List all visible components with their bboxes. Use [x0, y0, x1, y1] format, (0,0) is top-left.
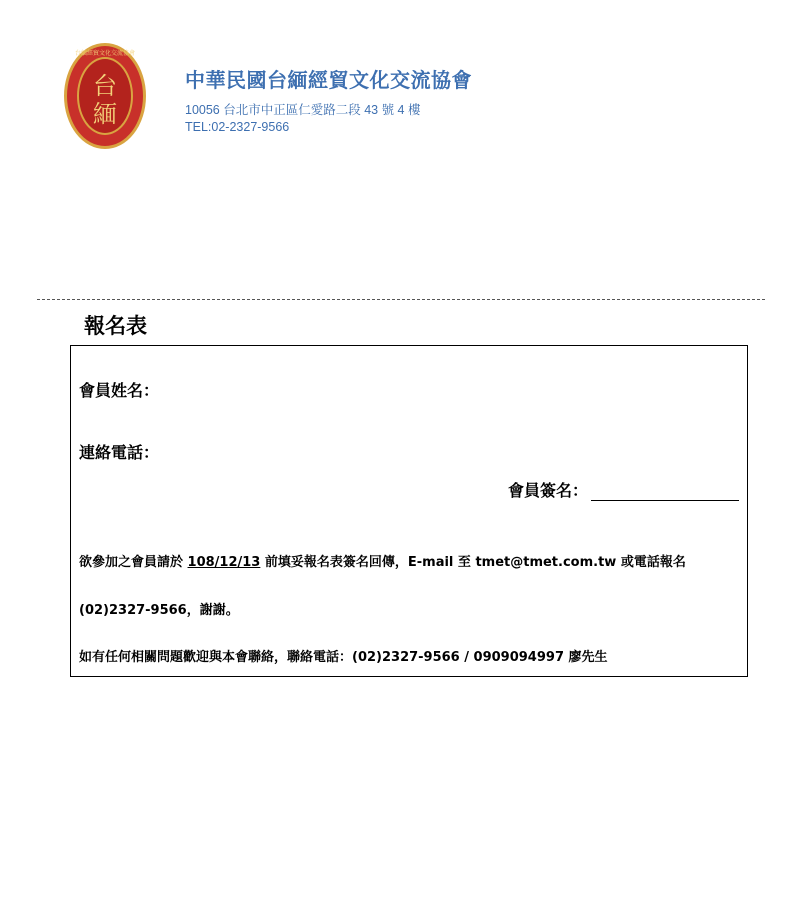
organization-name: 中華民國台緬經貿文化交流協會	[185, 68, 472, 92]
deadline-note	[79, 551, 686, 570]
svg-text:台: 台	[93, 72, 117, 100]
member-signature-field[interactable]	[508, 478, 739, 501]
association-logo	[63, 42, 147, 150]
deadline-date: 108/12/13	[187, 555, 261, 570]
organization-address: 10056 台北市中正區仁愛路二段 43 號 4 樓	[185, 103, 421, 117]
contact-note: 如有任何相關問題歡迎與本會聯絡，聯絡電話：(02)2327-9566 / 0909094997 廖先生	[79, 650, 608, 665]
member-signature-label: 會員簽名：	[507, 481, 588, 500]
signature-line[interactable]	[591, 482, 739, 501]
registration-form-box	[70, 345, 748, 677]
phone-note: (02)2327-9566，謝謝。	[79, 603, 239, 618]
contact-phone-label: 連絡電話：	[79, 443, 160, 462]
form-title: 報名表	[84, 314, 147, 338]
svg-text:緬: 緬	[93, 100, 117, 128]
contact-phone-field[interactable]	[79, 440, 159, 463]
svg-text:台緬經貿文化交流協會: 台緬經貿文化交流協會	[74, 50, 136, 57]
deadline-note-prefix: 欲參加之會員請於	[79, 555, 188, 570]
cut-line-divider	[37, 299, 765, 300]
deadline-note-suffix: 前填妥報名表簽名回傳，E-mail 至 tmet@tmet.com.tw 或電話報名	[260, 555, 686, 570]
member-name-field[interactable]	[79, 378, 159, 401]
member-name-label: 會員姓名：	[79, 381, 160, 400]
organization-phone: TEL:02-2327-9566	[185, 120, 290, 134]
